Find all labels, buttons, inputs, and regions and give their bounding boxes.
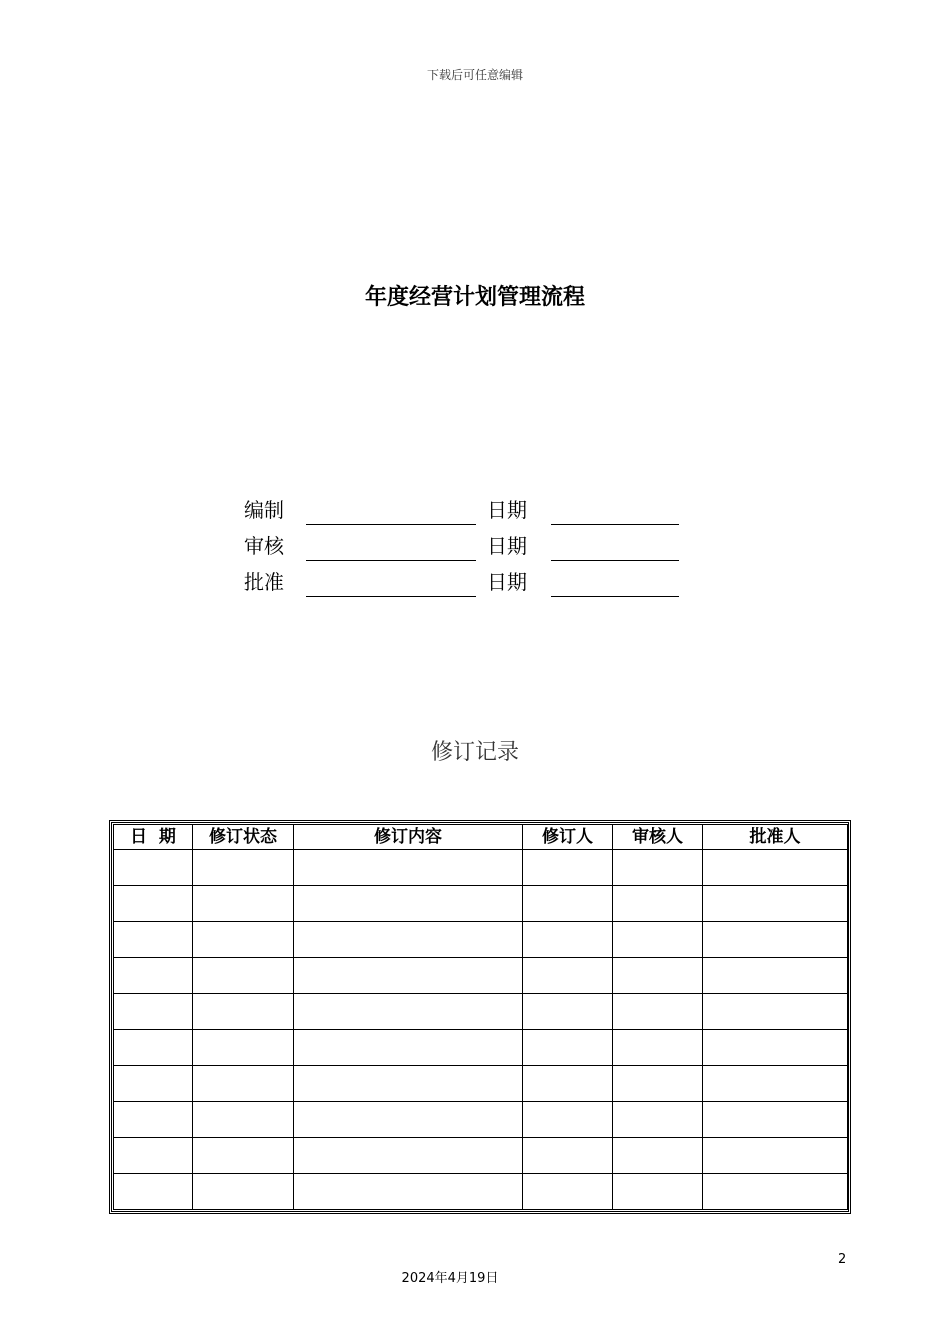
date-line — [551, 596, 679, 597]
revision-table-frame — [109, 820, 851, 1214]
table-cell — [613, 1138, 703, 1174]
table-cell — [294, 958, 523, 994]
table-cell — [294, 1102, 523, 1138]
table-cell — [193, 922, 294, 958]
date-line — [551, 524, 679, 525]
table-cell — [193, 1174, 294, 1210]
table-row — [114, 994, 848, 1030]
table-cell — [523, 1174, 613, 1210]
column-header-date: 日 期 — [114, 825, 193, 850]
table-cell — [703, 1066, 848, 1102]
signoff-row-reviewed — [244, 528, 684, 564]
revision-table — [113, 824, 848, 1210]
header-note: 下载后可任意编辑 — [426, 68, 523, 82]
table-cell — [193, 1102, 294, 1138]
column-header-content: 修订内容 — [294, 825, 523, 850]
revision-section-title: 修订记录 — [430, 740, 519, 765]
table-cell — [703, 1102, 848, 1138]
table-row — [114, 958, 848, 994]
table-cell — [294, 994, 523, 1030]
table-cell — [613, 1102, 703, 1138]
table-cell — [703, 886, 848, 922]
table-row — [114, 1030, 848, 1066]
signoff-role-label: 批准 — [244, 570, 284, 594]
column-header-reviewer: 审核人 — [613, 825, 703, 850]
table-cell — [114, 1174, 193, 1210]
table-cell — [294, 850, 523, 886]
table-cell — [613, 958, 703, 994]
table-cell — [523, 922, 613, 958]
table-cell — [193, 1030, 294, 1066]
document-title: 年度经营计划管理流程 — [364, 285, 585, 310]
table-cell — [703, 958, 848, 994]
table-cell — [523, 1066, 613, 1102]
table-cell — [114, 886, 193, 922]
signoff-block — [244, 492, 684, 600]
signoff-row-approved — [244, 564, 684, 600]
column-header-reviser: 修订人 — [523, 825, 613, 850]
table-cell — [114, 922, 193, 958]
table-cell — [193, 1138, 294, 1174]
table-cell — [114, 994, 193, 1030]
table-cell — [703, 994, 848, 1030]
table-cell — [294, 1174, 523, 1210]
table-cell — [523, 850, 613, 886]
signature-line — [306, 524, 476, 525]
table-cell — [114, 1066, 193, 1102]
table-cell — [613, 886, 703, 922]
table-cell — [613, 994, 703, 1030]
table-cell — [294, 1138, 523, 1174]
table-row — [114, 850, 848, 886]
table-row — [114, 922, 848, 958]
table-cell — [523, 886, 613, 922]
table-cell — [294, 1066, 523, 1102]
table-cell — [703, 1174, 848, 1210]
table-cell — [114, 1138, 193, 1174]
table-cell — [613, 1030, 703, 1066]
table-cell — [193, 994, 294, 1030]
signature-line — [306, 560, 476, 561]
table-cell — [294, 1030, 523, 1066]
table-cell — [193, 850, 294, 886]
table-cell — [114, 958, 193, 994]
table-cell — [193, 1066, 294, 1102]
table-cell — [613, 922, 703, 958]
table-row — [114, 1174, 848, 1210]
signoff-role-label: 编制 — [244, 498, 284, 522]
table-cell — [114, 1102, 193, 1138]
table-row — [114, 1066, 848, 1102]
table-cell — [523, 1138, 613, 1174]
table-header-row — [114, 825, 848, 850]
table-cell — [193, 958, 294, 994]
table-cell — [294, 886, 523, 922]
table-cell — [613, 850, 703, 886]
table-cell — [523, 1030, 613, 1066]
table-row — [114, 1102, 848, 1138]
table-cell — [523, 1102, 613, 1138]
table-cell — [193, 886, 294, 922]
table-cell — [703, 850, 848, 886]
signoff-role-label: 审核 — [244, 534, 284, 558]
table-cell — [294, 922, 523, 958]
table-cell — [114, 850, 193, 886]
table-cell — [523, 994, 613, 1030]
signoff-date-label: 日期 — [487, 570, 527, 594]
signoff-row-prepared — [244, 492, 684, 528]
signoff-date-label: 日期 — [487, 534, 527, 558]
table-row — [114, 1138, 848, 1174]
table-cell — [703, 922, 848, 958]
signoff-date-label: 日期 — [487, 498, 527, 522]
table-cell — [703, 1030, 848, 1066]
table-cell — [523, 958, 613, 994]
table-cell — [703, 1138, 848, 1174]
column-header-approver: 批准人 — [703, 825, 848, 850]
table-cell — [613, 1174, 703, 1210]
date-line — [551, 560, 679, 561]
signature-line — [306, 596, 476, 597]
page-number: 2 — [838, 1252, 847, 1267]
table-cell — [114, 1030, 193, 1066]
column-header-status: 修订状态 — [193, 825, 294, 850]
revision-table-body — [114, 850, 848, 1210]
table-cell — [613, 1066, 703, 1102]
table-row — [114, 886, 848, 922]
footer-date: 2024年4月19日 — [401, 1271, 499, 1286]
